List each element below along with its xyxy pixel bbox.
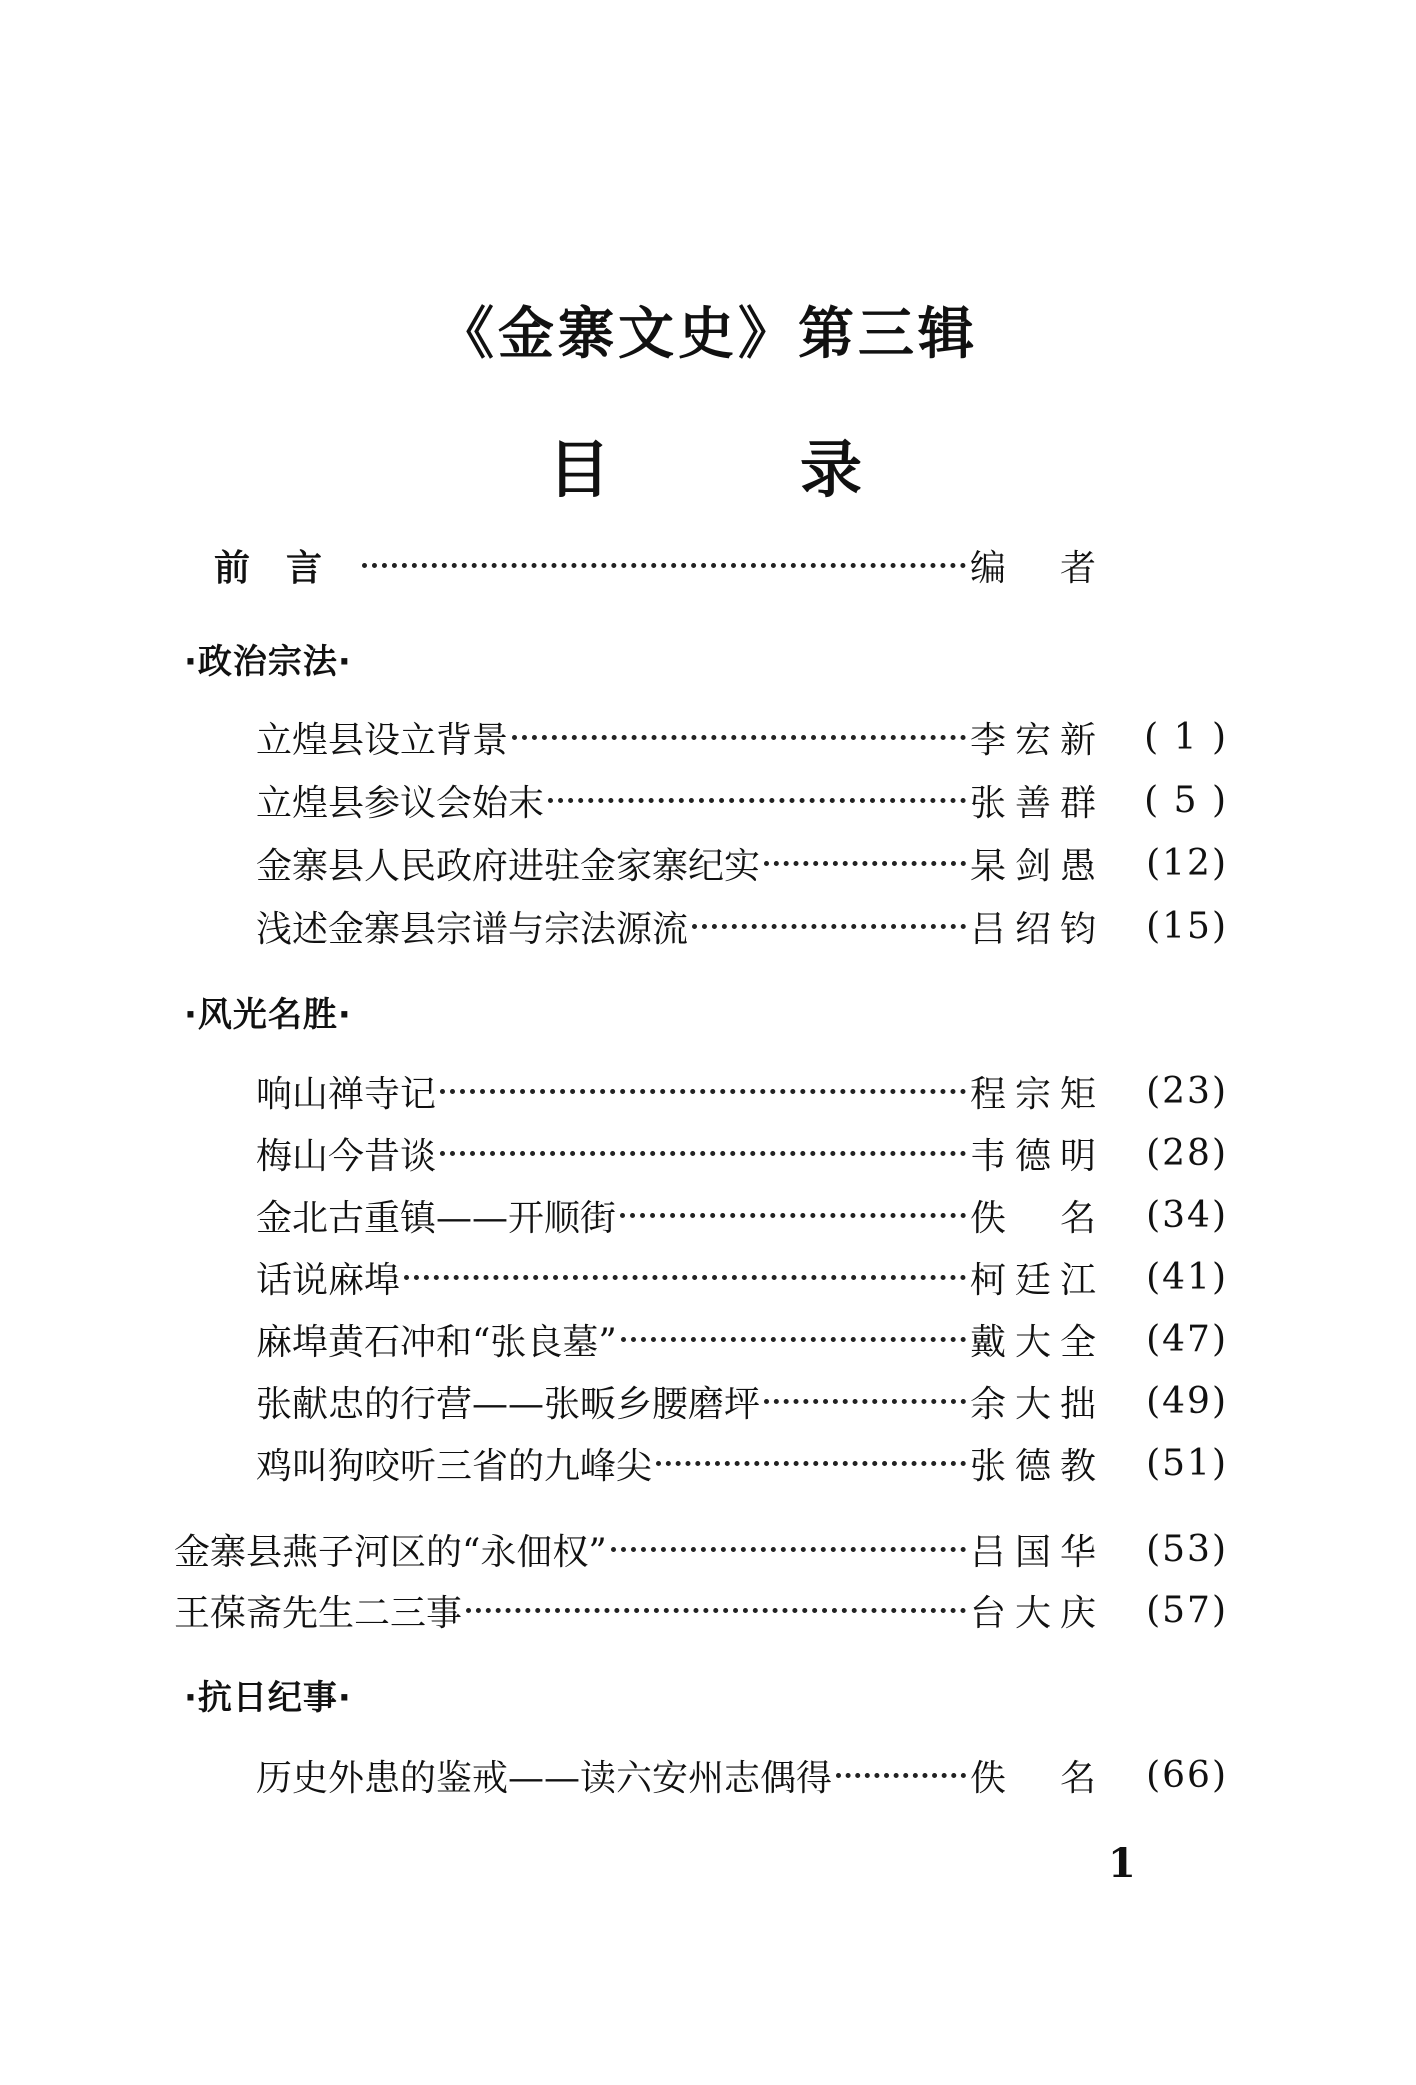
section-heading: ·风光名胜·: [184, 995, 352, 1035]
entry-author: 吕绍钧: [970, 908, 1100, 950]
entry-author: 柯廷江: [970, 1259, 1100, 1301]
entry-author: 程宗矩: [970, 1073, 1100, 1115]
entry-title: 历史外患的鉴戒——读六安州志偶得: [256, 1757, 833, 1799]
dot-leader: [836, 1761, 966, 1778]
toc-entry[interactable]: [256, 712, 1228, 762]
entry-title: 麻埠黄石冲和“张良墓”: [256, 1321, 617, 1363]
entry-page: (57): [1146, 1589, 1228, 1631]
entry-title: 梅山今昔谈: [256, 1135, 437, 1177]
dot-leader: [764, 849, 966, 866]
entry-author: 吕国华: [970, 1531, 1100, 1573]
entry-page: (49): [1146, 1380, 1228, 1422]
toc-heading-char-2: 录: [800, 433, 863, 506]
preface-title: 前言: [214, 547, 359, 589]
dot-leader: [466, 1596, 966, 1613]
entry-title: 金北古重镇——开顺街: [256, 1197, 617, 1239]
toc-entry[interactable]: [256, 1314, 1228, 1364]
entry-page: ( 1 ): [1144, 716, 1228, 758]
entry-page: (28): [1146, 1132, 1228, 1174]
entry-title: 金寨县燕子河区的“永佃权”: [174, 1531, 607, 1573]
dot-leader: [621, 1325, 966, 1342]
dot-leader: [620, 1201, 966, 1218]
preface-author: 编者: [970, 547, 1100, 589]
entry-author: 张德教: [970, 1445, 1100, 1487]
entry-author: 佚 名: [970, 1757, 1100, 1799]
toc-entry[interactable]: [256, 1190, 1228, 1240]
toc-heading-char-1: 目: [548, 433, 611, 506]
dot-leader: [764, 1387, 966, 1404]
section-heading: ·抗日纪事·: [184, 1678, 352, 1718]
entry-page: (47): [1146, 1318, 1228, 1360]
toc-entry[interactable]: [256, 1438, 1228, 1488]
toc-entry[interactable]: [256, 1128, 1228, 1178]
entry-page: ( 5 ): [1144, 779, 1228, 821]
entry-author: 韦德明: [970, 1135, 1100, 1177]
toc-entry[interactable]: [256, 838, 1228, 888]
dot-leader: [656, 1449, 966, 1466]
entry-author: 余大拙: [970, 1383, 1100, 1425]
section-heading: ·政治宗法·: [184, 642, 352, 682]
series-title: 《金寨文史》第三辑: [438, 301, 978, 367]
entry-title: 金寨县人民政府进驻金家寨纪实: [256, 845, 761, 887]
entry-title: 鸡叫狗咬听三省的九峰尖: [256, 1445, 653, 1487]
entry-title: 立煌县参议会始末: [256, 782, 545, 824]
entry-author: 李宏新: [970, 719, 1100, 761]
entry-page: (12): [1146, 842, 1228, 884]
toc-entry[interactable]: [174, 1524, 1228, 1574]
toc-heading: [0, 420, 1416, 506]
entry-title: 立煌县设立背景: [256, 719, 509, 761]
entry-title: 浅述金寨县宗谱与宗法源流: [256, 908, 689, 950]
toc-entry[interactable]: [174, 1585, 1228, 1635]
dot-leader: [440, 1139, 966, 1156]
entry-author: 佚 名: [970, 1197, 1100, 1239]
entry-page: (41): [1146, 1256, 1228, 1298]
toc-entry[interactable]: [256, 775, 1228, 825]
entry-title: 张献忠的行营——张畈乡腰磨坪: [256, 1383, 761, 1425]
entry-page: (66): [1146, 1754, 1228, 1796]
dot-leader: [440, 1077, 966, 1094]
page-number: 1: [1108, 1840, 1136, 1887]
entry-title: 话说麻埠: [256, 1259, 401, 1301]
entry-page: (15): [1146, 905, 1228, 947]
entry-page: (53): [1146, 1528, 1228, 1570]
entry-page: (34): [1146, 1194, 1228, 1236]
dot-leader: [548, 786, 966, 803]
dot-leader: [611, 1535, 966, 1552]
toc-entry[interactable]: [256, 901, 1228, 951]
toc-entry[interactable]: [256, 1252, 1228, 1302]
entry-author: 台大庆: [970, 1592, 1100, 1634]
toc-entry-preface[interactable]: [214, 540, 1100, 590]
dot-leader: [404, 1263, 966, 1280]
entry-page: (23): [1146, 1070, 1228, 1112]
entry-author: 张善群: [970, 782, 1100, 824]
entry-title: 响山禅寺记: [256, 1073, 437, 1115]
entry-author: 戴大全: [970, 1321, 1100, 1363]
dot-leader: [692, 912, 966, 929]
toc-entry[interactable]: [256, 1376, 1228, 1426]
entry-page: (51): [1146, 1442, 1228, 1484]
dot-leader: [362, 551, 966, 568]
toc-entry[interactable]: [256, 1750, 1228, 1800]
entry-title: 王葆斋先生二三事: [174, 1592, 463, 1634]
entry-author: 杲剑愚: [970, 845, 1100, 887]
toc-entry[interactable]: [256, 1066, 1228, 1116]
dot-leader: [512, 723, 966, 740]
